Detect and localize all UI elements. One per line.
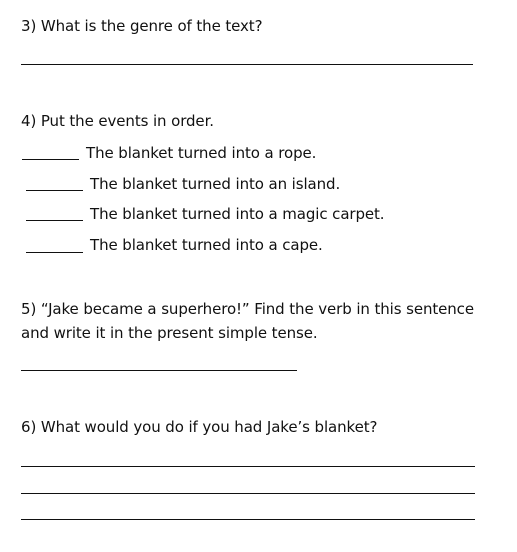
event-2: The blanket turned into an island. bbox=[90, 175, 341, 193]
order-blank-2[interactable] bbox=[26, 190, 83, 191]
question-5-line-1: 5) “Jake became a superhero!” Find the verb in this sentence bbox=[21, 300, 474, 318]
answer-line-6c[interactable] bbox=[21, 519, 475, 520]
question-3: 3) What is the genre of the text? bbox=[21, 17, 263, 35]
event-3: The blanket turned into a magic carpet. bbox=[90, 205, 385, 223]
question-5-line-2: and write it in the present simple tense. bbox=[21, 324, 318, 342]
answer-line-3[interactable] bbox=[21, 64, 473, 65]
order-blank-3[interactable] bbox=[26, 220, 83, 221]
question-6: 6) What would you do if you had Jake’s blanket? bbox=[21, 418, 378, 436]
event-1: The blanket turned into a rope. bbox=[86, 144, 317, 162]
answer-line-6a[interactable] bbox=[21, 466, 475, 467]
order-blank-4[interactable] bbox=[26, 252, 83, 253]
answer-line-5[interactable] bbox=[21, 370, 297, 371]
event-4: The blanket turned into a cape. bbox=[90, 236, 323, 254]
answer-line-6b[interactable] bbox=[21, 493, 475, 494]
question-4: 4) Put the events in order. bbox=[21, 112, 214, 130]
order-blank-1[interactable] bbox=[22, 159, 79, 160]
